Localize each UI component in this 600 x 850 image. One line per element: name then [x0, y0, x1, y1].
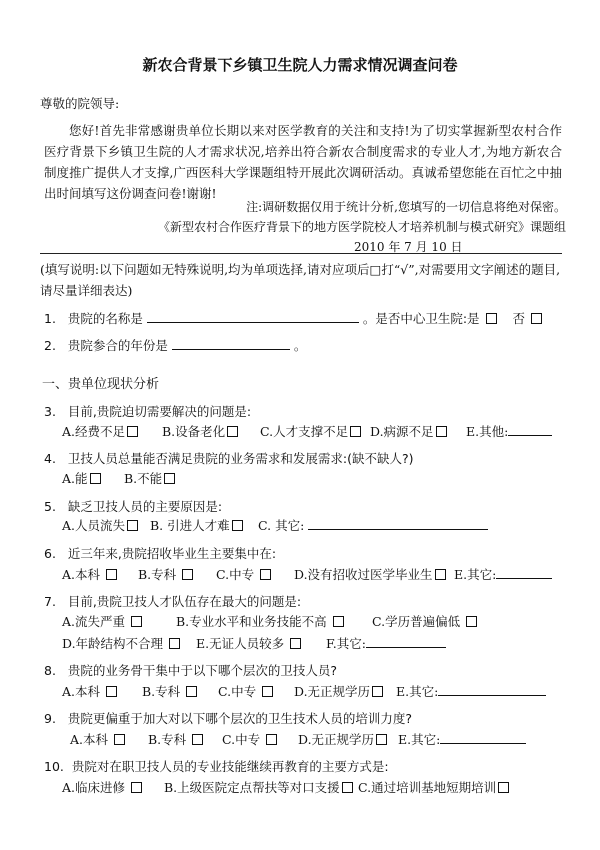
option-label: C.中专: [216, 567, 255, 582]
question-5: [44, 497, 222, 515]
checkbox[interactable]: [376, 734, 387, 745]
question-text: 目前,贵院迫切需要解决的问题是:: [67, 404, 252, 419]
option-label: A.经费不足: [62, 424, 126, 439]
question-4: [44, 449, 413, 467]
question-text: 贵院对在职卫技人员的专业技能继续再教育的主要方式是:: [71, 759, 389, 774]
privacy-note: 注:调研数据仅用于统计分析,您填写的一切信息将绝对保密。: [246, 200, 566, 214]
option-label: D.病源不足: [370, 424, 434, 439]
option-label: A.本科: [70, 732, 109, 747]
checkbox[interactable]: [435, 569, 446, 580]
intro-paragraph: 您好!首先非常感谢贵单位长期以来对医学教育的关注和支持!为了切实掌握新型农村合作医疗背景下乡镇卫生院的人才需求状况,培养出符合新农合制度需求的专业人才,为地方新农合制度推广提供人才支撑,广西医科大学课题组特开展此次调研活动。真诚希望您能在百忙之中抽出时间填写这份调查问卷!谢谢!: [44, 123, 562, 201]
question-text-2: 。是否中心卫生院:是: [362, 311, 480, 326]
q5-option-c[interactable]: [258, 516, 488, 534]
section-heading: 一、贵单位现状分析: [42, 377, 160, 392]
question-9: [44, 709, 412, 727]
q10-option-a[interactable]: [62, 778, 142, 796]
question-text: 贵院的业务骨干集中于以下哪个层次的卫技人员?: [67, 663, 337, 678]
q3-option-a[interactable]: [62, 422, 138, 440]
option-label: E.其它:: [454, 567, 497, 582]
question-number: 7.: [44, 594, 56, 609]
page-title: 新农合背景下乡镇卫生院人力需求情况调查问卷: [142, 56, 458, 74]
other-input[interactable]: [366, 635, 446, 648]
research-group: 《新型农村合作医疗背景下的地方医学院校人才培养机制与模式研究》课题组: [157, 220, 566, 234]
option-label: A.本科: [62, 567, 101, 582]
option-label: D.无正规学历: [298, 732, 375, 747]
option-label: C. 其它:: [258, 518, 305, 533]
checkbox[interactable]: [106, 569, 117, 580]
option-label: B.专科: [148, 732, 187, 747]
q5-option-b[interactable]: [150, 516, 243, 534]
option-label: A.人员流失: [62, 518, 126, 533]
checkbox[interactable]: [131, 616, 142, 627]
option-label: C.中专: [218, 684, 257, 699]
q7-option-b[interactable]: [176, 612, 344, 630]
q6-option-c[interactable]: [216, 565, 271, 583]
other-input[interactable]: [438, 683, 546, 696]
q7-option-c[interactable]: [372, 612, 477, 630]
checkbox[interactable]: [290, 638, 301, 649]
question-number: 6.: [44, 546, 56, 561]
checkbox[interactable]: [372, 686, 383, 697]
option-label: D.年龄结构不合理: [62, 636, 164, 651]
question-text: 缺乏卫技人员的主要原因是:: [67, 499, 223, 514]
q6-option-a[interactable]: [62, 565, 117, 583]
option-label: B.设备老化: [162, 424, 226, 439]
q7-option-f[interactable]: [326, 634, 446, 652]
survey-date: 2010 年 7 月 10 日: [354, 240, 463, 254]
q7-option-e[interactable]: [196, 634, 301, 652]
checkbox[interactable]: [106, 686, 117, 697]
option-label: D.无正规学历: [294, 684, 371, 699]
question-text: 贵院的名称是: [67, 311, 143, 326]
question-1: [44, 309, 542, 327]
question-number: 2.: [44, 338, 56, 353]
checkbox[interactable]: [131, 782, 142, 793]
question-text: 目前,贵院卫技人才队伍存在最大的问题是:: [67, 594, 302, 609]
checkbox[interactable]: [466, 616, 477, 627]
period: 。: [293, 338, 307, 353]
option-label: A.能: [62, 471, 88, 486]
q9-option-d[interactable]: [298, 730, 387, 748]
q8-option-e[interactable]: [396, 682, 546, 700]
checkbox[interactable]: [436, 426, 447, 437]
q3-option-c[interactable]: [260, 422, 361, 440]
q4-option-a[interactable]: [62, 469, 101, 487]
q9-option-b[interactable]: [148, 730, 203, 748]
q6-option-e[interactable]: [454, 565, 552, 583]
question-6: [44, 544, 276, 562]
checkbox[interactable]: [266, 734, 277, 745]
option-label: B.专科: [142, 684, 181, 699]
question-10: [44, 757, 389, 775]
question-7: [44, 592, 301, 610]
question-3: [44, 402, 251, 420]
fill-instructions: (填写说明:以下问题如无特殊说明,均为单项选择,请对应项后□打“√”,对需要用文字阐述的题目,请尽量详细表达): [40, 262, 561, 298]
option-label: B.专科: [138, 567, 177, 582]
option-label: A.临床进修: [62, 780, 126, 795]
checkbox[interactable]: [232, 520, 243, 531]
q8-option-c[interactable]: [218, 682, 273, 700]
divider: [40, 253, 562, 254]
checkbox[interactable]: [127, 426, 138, 437]
option-label: A.本科: [62, 684, 101, 699]
q8-option-d[interactable]: [294, 682, 383, 700]
question-number: 4.: [44, 451, 56, 466]
q10-option-c[interactable]: [358, 778, 509, 796]
checkbox[interactable]: [227, 426, 238, 437]
question-8: [44, 661, 337, 679]
option-label: A.流失严重: [62, 614, 126, 629]
question-text: 贵院更偏重于加大对以下哪个层次的卫生技术人员的培训力度?: [67, 711, 412, 726]
checkbox[interactable]: [498, 782, 509, 793]
question-number: 5.: [44, 499, 56, 514]
q9-option-a[interactable]: [70, 730, 125, 748]
option-label: E.其它:: [396, 684, 439, 699]
checkbox[interactable]: [350, 426, 361, 437]
option-label: F.其它:: [326, 636, 366, 651]
q3-option-d[interactable]: [370, 422, 447, 440]
option-label: C.通过培训基地短期培训: [358, 780, 497, 795]
checkbox[interactable]: [114, 734, 125, 745]
hospital-name-input[interactable]: [147, 310, 359, 323]
question-number: 8.: [44, 663, 56, 678]
question-number: 9.: [44, 711, 56, 726]
question-number: 1.: [44, 311, 56, 326]
option-label: C.中专: [222, 732, 261, 747]
q7-option-d[interactable]: [62, 634, 180, 652]
checkbox[interactable]: [192, 734, 203, 745]
q4-option-b[interactable]: [124, 469, 175, 487]
other-input[interactable]: [496, 566, 552, 579]
option-label: C.学历普遍偏低: [372, 614, 461, 629]
checkbox[interactable]: [164, 473, 175, 484]
option-label: B. 引进人才难: [150, 518, 230, 533]
option-label: D.没有招收过医学毕业生: [294, 567, 433, 582]
q8-option-a[interactable]: [62, 682, 117, 700]
option-label: B.上级医院定点帮扶等对口支援: [164, 780, 340, 795]
q6-option-d[interactable]: [294, 565, 446, 583]
option-label: C.人才支撑不足: [260, 424, 349, 439]
other-input[interactable]: [440, 731, 526, 744]
checkbox[interactable]: [333, 616, 344, 627]
option-label: E.其他:: [466, 424, 509, 439]
other-input[interactable]: [508, 423, 552, 436]
checkbox[interactable]: [262, 686, 273, 697]
checkbox[interactable]: [186, 686, 197, 697]
q10-option-b[interactable]: [164, 778, 353, 796]
q6-option-b[interactable]: [138, 565, 193, 583]
q5-option-a[interactable]: [62, 516, 138, 534]
question-text: 卫技人员总量能否满足贵院的业务需求和发展需求:(缺不缺人?): [67, 451, 414, 466]
option-label: B.专业水平和业务技能不高: [176, 614, 327, 629]
option-label: E.其它:: [398, 732, 441, 747]
q9-option-e[interactable]: [398, 730, 526, 748]
no-checkbox[interactable]: [531, 313, 542, 324]
checkbox[interactable]: [127, 520, 138, 531]
greeting: 尊敬的院领导:: [40, 96, 120, 111]
option-label: B.不能: [124, 471, 163, 486]
question-2: [44, 336, 306, 354]
question-number: 10.: [44, 759, 64, 774]
q3-option-e[interactable]: [466, 422, 552, 440]
question-text: 贵院参合的年份是: [67, 338, 168, 353]
join-year-input[interactable]: [172, 337, 290, 350]
checkbox[interactable]: [342, 782, 353, 793]
other-input[interactable]: [308, 517, 488, 530]
question-number: 3.: [44, 404, 56, 419]
q9-option-c[interactable]: [222, 730, 277, 748]
no-label: 否: [512, 311, 525, 326]
checkbox[interactable]: [169, 638, 180, 649]
checkbox[interactable]: [182, 569, 193, 580]
q3-option-b[interactable]: [162, 422, 238, 440]
q7-option-a[interactable]: [62, 612, 142, 630]
checkbox[interactable]: [90, 473, 101, 484]
option-label: E.无证人员较多: [196, 636, 285, 651]
checkbox[interactable]: [260, 569, 271, 580]
question-text: 近三年来,贵院招收毕业生主要集中在:: [67, 546, 277, 561]
yes-checkbox[interactable]: [486, 313, 497, 324]
q8-option-b[interactable]: [142, 682, 197, 700]
